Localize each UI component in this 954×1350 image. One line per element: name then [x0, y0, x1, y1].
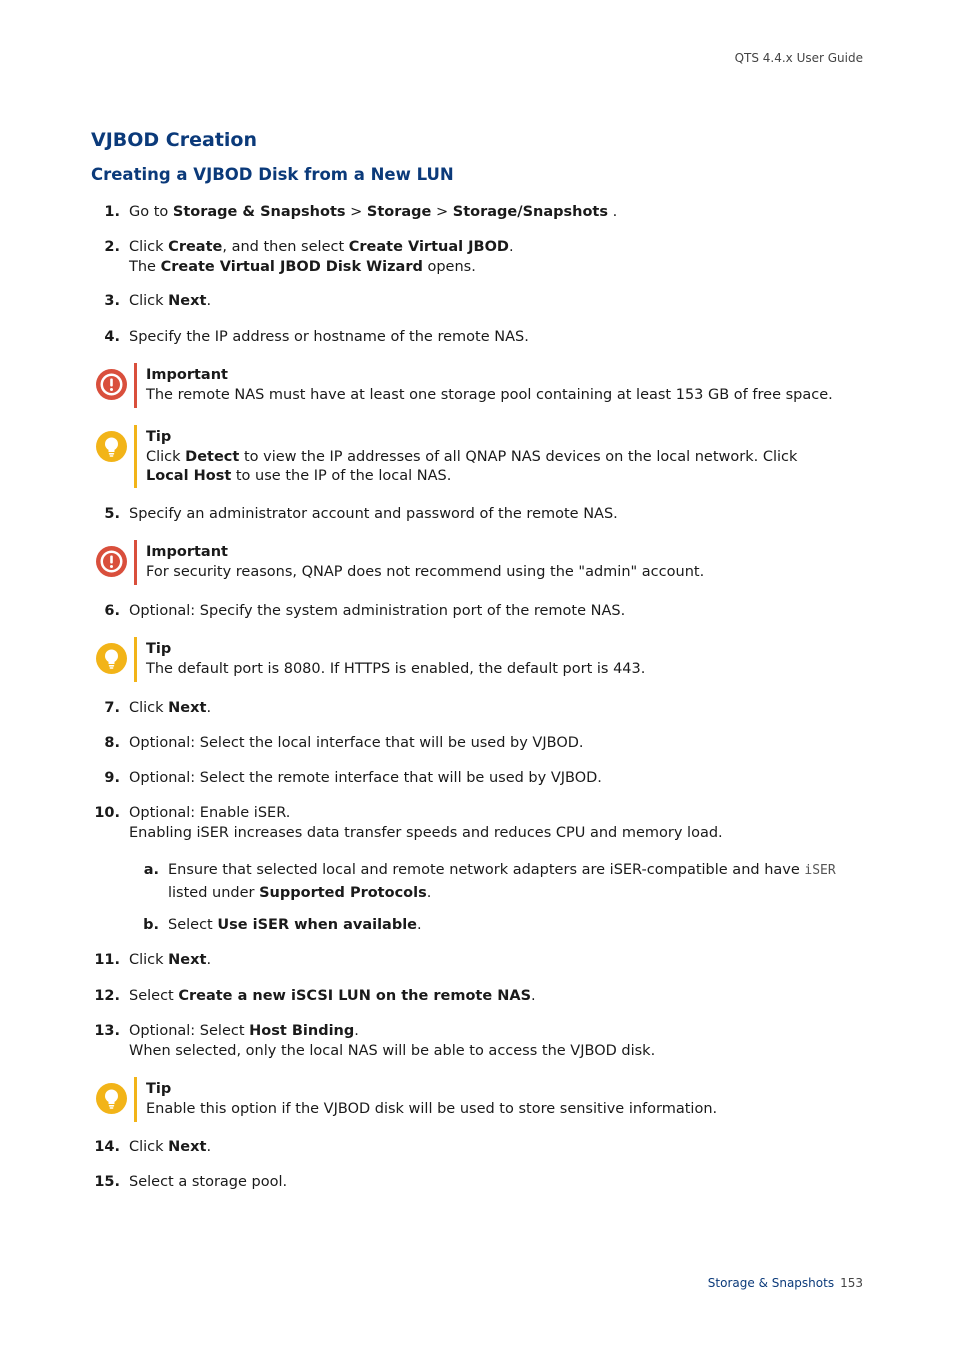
step-text: Optional: Select the remote interface that will be used by VJBOD. [129, 770, 602, 786]
note-body [146, 640, 836, 679]
note-bar [134, 637, 137, 682]
note-bar [134, 425, 137, 488]
note-body [146, 428, 836, 487]
important-icon [95, 368, 128, 401]
step-text: Optional: Enable iSER. Enabling iSER increases data transfer speeds and reduces CPU and memory load. [129, 805, 723, 841]
step-number: 11. [94, 952, 120, 968]
step-text: Click Create, and then select Create Virtual JBOD. The Create Virtual JBOD Disk Wizard opens. [129, 239, 514, 275]
step-number: 8. [104, 735, 120, 751]
note-bar [134, 540, 137, 585]
step-text: Specify the IP address or hostname of the remote NAS. [129, 329, 529, 345]
note-title: Tip [146, 641, 172, 657]
step-text: Click Next. [129, 952, 212, 968]
note-title: Tip [146, 429, 172, 445]
tip-icon [95, 1082, 128, 1115]
note-text: Click Detect to view the IP addresses of all QNAP NAS devices on the local network. Click Local Host to use the IP of the local NAS. [146, 448, 798, 484]
substep-letter: b. [143, 917, 159, 933]
tip-icon [95, 642, 128, 675]
subsection-title: Creating a VJBOD Disk from a New LUN [91, 165, 454, 184]
step-number: 15. [94, 1174, 120, 1190]
step-number: 13. [94, 1023, 120, 1039]
substep-text: Ensure that selected local and remote network adapters are iSER-compatible and have iSER listed under Supported Protocols. [168, 862, 836, 901]
footer-section: Storage & Snapshots [707, 1276, 835, 1290]
note-text: For security reasons, QNAP does not recommend using the "admin" account. [146, 563, 705, 580]
step-text: Click Next. [129, 700, 212, 716]
step-number: 9. [104, 770, 120, 786]
step-number: 14. [94, 1139, 120, 1155]
page-footer [708, 1276, 863, 1290]
note-text: The remote NAS must have at least one storage pool containing at least 153 GB of free space. [146, 386, 833, 403]
note-text: The default port is 8080. If HTTPS is enabled, the default port is 443. [146, 660, 646, 677]
note-bar [134, 363, 137, 408]
step-number: 6. [104, 603, 120, 619]
step-text: Select a storage pool. [129, 1174, 288, 1190]
note-text: Enable this option if the VJBOD disk will be used to store sensitive information. [146, 1100, 718, 1117]
document-title: QTS 4.4.x User Guide [734, 51, 863, 65]
step-text: Click Next. [129, 293, 212, 309]
code-iser: iSER [804, 863, 836, 878]
page-number: 153 [840, 1276, 863, 1290]
note-body [146, 366, 836, 405]
section-title: VJBOD Creation [91, 129, 257, 151]
step-text: Go to Storage & Snapshots > Storage > Storage/Snapshots . [129, 204, 618, 220]
step-number: 5. [104, 506, 120, 522]
step-number: 12. [94, 988, 120, 1004]
note-body [146, 543, 836, 582]
step-text: Specify an administrator account and password of the remote NAS. [129, 506, 618, 522]
note-title: Tip [146, 1081, 172, 1097]
substep-text: Select Use iSER when available. [168, 917, 422, 933]
note-title: Important [146, 367, 228, 383]
step-number: 1. [104, 204, 120, 220]
tip-icon [95, 430, 128, 463]
important-icon [95, 545, 128, 578]
step-number: 3. [104, 293, 120, 309]
step-number: 7. [104, 700, 120, 716]
step-text: Click Next. [129, 1139, 212, 1155]
step-text: Optional: Select the local interface that will be used by VJBOD. [129, 735, 584, 751]
step-text: Select Create a new iSCSI LUN on the remote NAS. [129, 988, 536, 1004]
note-body [146, 1080, 836, 1119]
note-bar [134, 1077, 137, 1122]
step-number: 10. [94, 805, 120, 821]
step-text: Optional: Select Host Binding. When selected, only the local NAS will be able to access the VJBOD disk. [129, 1023, 656, 1059]
step-number: 4. [104, 329, 120, 345]
step-text: Optional: Specify the system administration port of the remote NAS. [129, 603, 626, 619]
note-title: Important [146, 544, 228, 560]
substep-letter: a. [143, 862, 159, 878]
step-number: 2. [104, 239, 120, 255]
